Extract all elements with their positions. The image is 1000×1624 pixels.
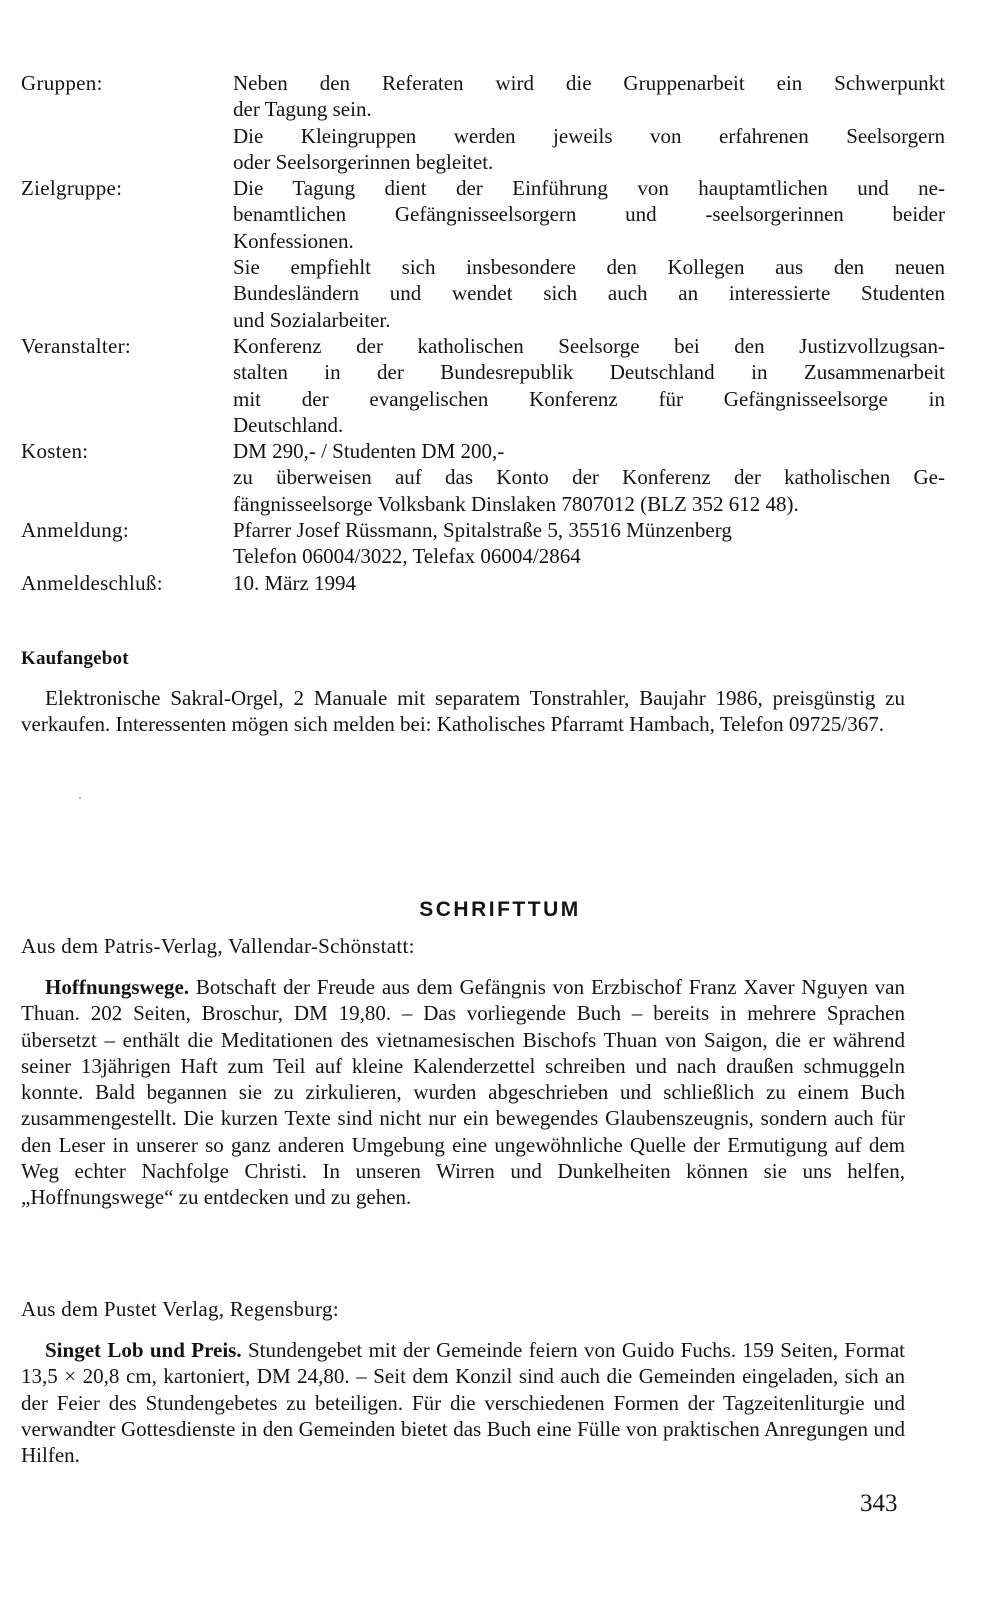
publisher-line: Aus dem Patris-Verlag, Vallendar-Schönstatt: [21,934,415,958]
book-review-text: Botschaft der Freude aus dem Gefängnis von Erzbischof Franz Xaver Nguyen van Thuan. 202 Seiten, Broschur, DM 19,80. – Das vorliegende Buch – bereits in mehrere Sprachen übersetzt – enthält die Meditationen des vietnamesischen Bischofs Thuan von Saigon, die er während seiner 13jährigen Haft zum Teil auf kleine Kalenderzettel schreiben und nach draußen schmuggeln konnte. Bald begannen sie zu zirkulieren, wurden abgeschrieben und schließlich zu einem Buch zusammengestellt. Die kurzen Texte sind nicht nur ein bewegendes Glaubenszeugnis, sondern auch für den Leser in unserer so ganz anderen Umgebung eine ungewöhnliche Quelle der Ermutigung auf dem Weg echter Nachfolge Christi. In unseren Wirren und Dunkelheiten können sie uns helfen, „Hoffnungswege“ zu entdecken und zu gehen. [21,975,906,1210]
info-line: der Tagung sein. [233,97,372,122]
kaufangebot-heading: Kaufangebot [21,648,129,669]
publisher-line: Aus dem Pustet Verlag, Regensburg: [21,1297,339,1321]
book-review [21,1337,905,1468]
info-line: Konfessionen. [233,228,354,253]
schrifttum-heading: SCHRIFTTUM [419,898,581,921]
info-row-zielgruppe [21,175,945,333]
info-line: Deutschland. [233,412,344,437]
info-label: Veranstalter: [21,333,132,358]
info-line: Die Kleingruppen werden jeweils von erfahrenen Seelsorgern [233,123,945,148]
info-body [233,175,945,333]
info-line: stalten in der Bundesrepublik Deutschland in Zusammenarbeit [233,360,945,385]
info-row-anmeldeschluss [21,570,945,596]
info-line: mit der evangelischen Konferenz für Gefängnisseelsorge in [233,386,945,411]
info-line: DM 290,- / Studenten DM 200,- [233,439,505,464]
kaufangebot-text: Elektronische Sakral-Orgel, 2 Manuale mit separatem Tonstrahler, Baujahr 1986, preisgünstig zu verkaufen. Interessenten mögen sich melden bei: Katholisches Pfarramt Hambach, Telefon 09725/367. [21,686,905,737]
info-label: Zielgruppe: [21,176,123,201]
book-title: Hoffnungswege. [45,975,190,999]
info-label: Gruppen: [21,71,103,95]
info-line: Sie empfiehlt sich insbesondere den Kollegen aus den neuen [233,255,945,280]
info-row-anmeldung [21,517,945,570]
info-line: Pfarrer Josef Rüssmann, Spitalstraße 5, 35516 Münzenberg [233,518,732,543]
scan-speck [79,797,81,799]
event-info-table [21,70,945,596]
info-line: oder Seelsorgerinnen begleitet. [233,149,494,174]
info-body [233,438,945,517]
info-body [233,333,945,438]
info-row-veranstalter [21,333,945,438]
info-label: Anmeldung: [21,518,129,543]
info-line: zu überweisen auf das Konto der Konferenz der katholischen Ge- [233,465,945,490]
info-label: Kosten: [21,439,89,464]
book-review [21,974,905,1211]
info-line: Bundesländern und wendet sich auch an interessierte Studenten [233,281,945,306]
info-line: Konferenz der katholischen Seelsorge bei den Justizvollzugsan- [233,333,945,358]
info-line: Telefon 06004/3022, Telefax 06004/2864 [233,544,581,569]
info-row-kosten [21,438,945,517]
info-body [233,70,945,175]
info-line: fängnisseelsorge Volksbank Dinslaken 7807012 (BLZ 352 612 48). [233,491,799,516]
info-row-gruppen [21,70,945,175]
info-line: Die Tagung dient der Einführung von hauptamtlichen und ne- [233,176,945,201]
page-number: 343 [860,1490,898,1517]
info-body [233,517,945,570]
book-title: Singet Lob und Preis. [45,1338,242,1362]
book-review-text: Stundengebet mit der Gemeinde feiern von Guido Fuchs. 159 Seiten, Format 13,5 × 20,8 cm, kartoniert, DM 24,80. – Seit dem Konzil sind auch die Gemeinden eingeladen, sich an der Feier des Stundengebetes zu beteiligen. Für die verschiedenen Formen der Tagzeitenliturgie und verwandter Gottesdienste in den Gemeinden bietet das Buch eine Fülle von praktischen Anregungen und Hilfen. [21,1338,906,1468]
info-label: Anmeldeschluß: [21,570,163,595]
info-line: 10. März 1994 [233,570,357,595]
info-line: und Sozialarbeiter. [233,307,391,332]
info-body [233,570,945,596]
info-line: benamtlichen Gefängnisseelsorgern und -seelsorgerinnen beider [233,202,945,227]
info-line: Neben den Referaten wird die Gruppenarbeit ein Schwerpunkt [233,71,945,95]
